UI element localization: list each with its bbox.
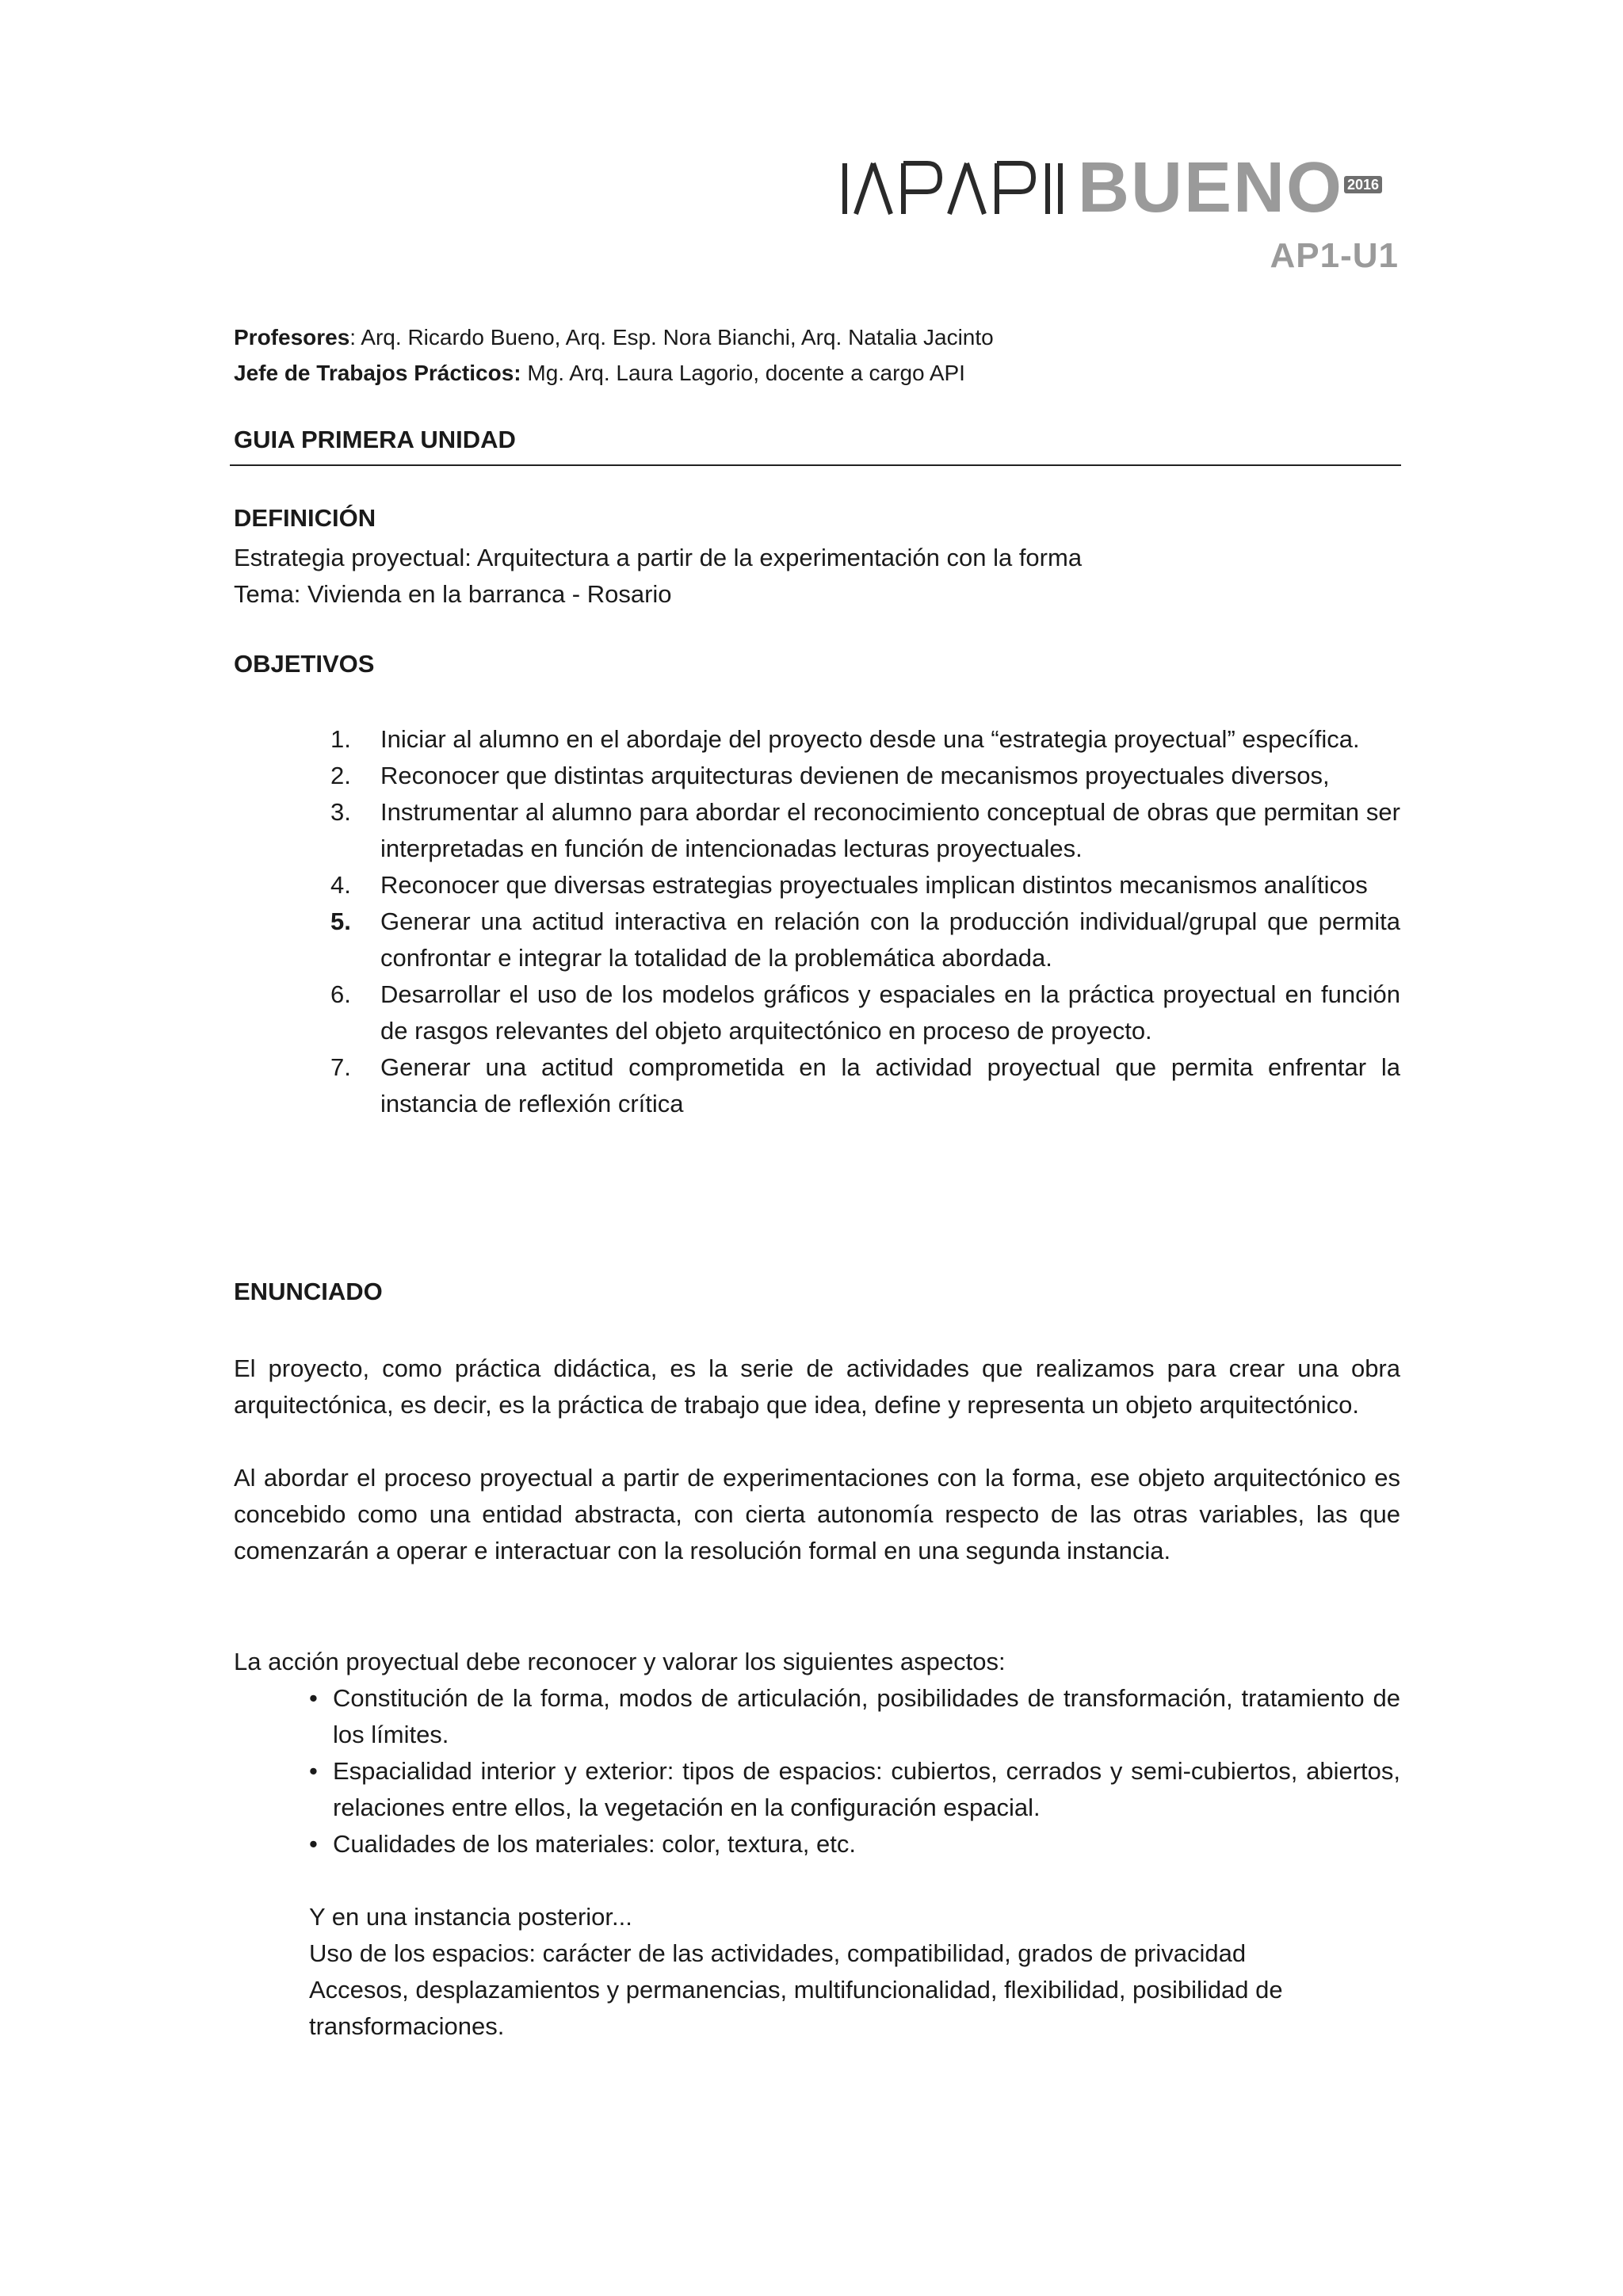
objective-item — [330, 867, 1400, 904]
statement-heading: ENUNCIADO — [234, 1278, 383, 1305]
bullet-icon: • — [309, 1684, 318, 1712]
aspect-text: Cualidades de los materiales: color, textura, etc. — [333, 1830, 856, 1858]
title-divider — [230, 464, 1401, 466]
objective-text: Desarrollar el uso de los modelos gráficos y espaciales en la práctica proyectual en función de rasgos relevantes del objeto arquitectónico en proceso de proyecto. — [380, 980, 1400, 1045]
objective-number: 7. — [330, 1053, 351, 1081]
later-spaces-use: Uso de los espacios: carácter de las actividades, compatibilidad, grados de privacidad — [309, 1939, 1247, 1967]
objective-number: 1. — [330, 725, 351, 753]
objective-item — [330, 721, 1400, 758]
professors-value: : Arq. Ricardo Bueno, Arq. Esp. Nora Bianchi, Arq. Natalia Jacinto — [349, 325, 994, 350]
objectives-heading: OBJETIVOS — [234, 650, 375, 678]
objective-text: Generar una actitud interactiva en relación con la producción individual/grupal que permita confrontar e integrar la totalidad de la problemática abordada. — [380, 907, 1400, 972]
objective-number: 5. — [330, 907, 351, 935]
aspect-item — [309, 1680, 1400, 1753]
jtp-line — [234, 355, 1399, 392]
objective-item — [330, 904, 1400, 976]
objective-text: Iniciar al alumno en el abordaje del proyecto desde una “estrategia proyectual” específica. — [380, 725, 1360, 753]
objective-number: 4. — [330, 871, 351, 899]
definition-theme: Tema: Vivienda en la barranca - Rosario — [234, 580, 672, 608]
objective-text: Generar una actitud comprometida en la actividad proyectual que permita enfrentar la instancia de reflexión crítica — [380, 1053, 1400, 1117]
aspects-list — [309, 1680, 1400, 1862]
definition-heading: DEFINICIÓN — [234, 504, 376, 532]
objectives-list — [330, 721, 1400, 1122]
logo-year-badge: 2016 — [1344, 176, 1382, 193]
professors-line — [234, 319, 1399, 356]
bullet-icon: • — [309, 1757, 318, 1785]
statement-paragraph-1: El proyecto, como práctica didáctica, es la serie de actividades que realizamos para crear una obra arquitectónica, es decir, es la práctica de trabajo que idea, define y representa un objeto arquitectónico. — [234, 1354, 1400, 1419]
aspect-item — [309, 1826, 1400, 1862]
logo-lines-graphic — [840, 159, 1078, 217]
logo — [840, 148, 1395, 227]
objective-number: 2. — [330, 762, 351, 789]
objective-text: Reconocer que distintas arquitecturas devienen de mecanismos proyectuales diversos, — [380, 762, 1330, 789]
statement-paragraph-2: Al abordar el proceso proyectual a partir de experimentaciones con la forma, ese objeto arquitectónico es concebido como una entidad abstracta, con cierta autonomía respecto de las otras variables, las que comenzarán a operar e interactuar con la resolución formal en una segunda instancia. — [234, 1464, 1400, 1564]
objective-number: 3. — [330, 798, 351, 826]
objective-item — [330, 976, 1400, 1049]
aspect-text: Espacialidad interior y exterior: tipos de espacios: cubiertos, cerrados y semi-cubiertos, abiertos, relaciones entre ellos, la vegetación en la configuración espacial. — [333, 1757, 1400, 1821]
objective-text: Reconocer que diversas estrategias proyectuales implican distintos mecanismos analíticos — [380, 871, 1368, 899]
logo-wordmark: BUENO — [1078, 148, 1344, 227]
guide-title: GUIA PRIMERA UNIDAD — [234, 426, 516, 453]
professors-label: Profesores — [234, 325, 350, 350]
bullet-icon: • — [309, 1830, 318, 1858]
later-access: Accesos, desplazamientos y permanencias, multifuncionalidad, flexibilidad, posibilidad de transformaciones. — [309, 1976, 1283, 2040]
objective-item — [330, 794, 1400, 867]
jtp-label: Jefe de Trabajos Prácticos: — [234, 361, 521, 385]
later-intro: Y en una instancia posterior... — [309, 1903, 632, 1931]
objective-item — [330, 1049, 1400, 1122]
definition-strategy: Estrategia proyectual: Arquitectura a partir de la experimentación con la forma — [234, 544, 1083, 571]
jtp-value: Mg. Arq. Laura Lagorio, docente a cargo API — [521, 361, 965, 385]
objective-text: Instrumentar al alumno para abordar el reconocimiento conceptual de obras que permitan ser interpretadas en función de intencionadas lecturas proyectuales. — [380, 798, 1400, 862]
objective-item — [330, 758, 1400, 794]
objective-number: 6. — [330, 980, 351, 1008]
aspects-intro: La acción proyectual debe reconocer y valorar los siguientes aspectos: — [234, 1648, 1006, 1675]
aspect-text: Constitución de la forma, modos de articulación, posibilidades de transformación, tratamiento de los límites. — [333, 1684, 1400, 1748]
aspect-item — [309, 1753, 1400, 1826]
document-code: AP1-U1 — [1270, 236, 1399, 275]
